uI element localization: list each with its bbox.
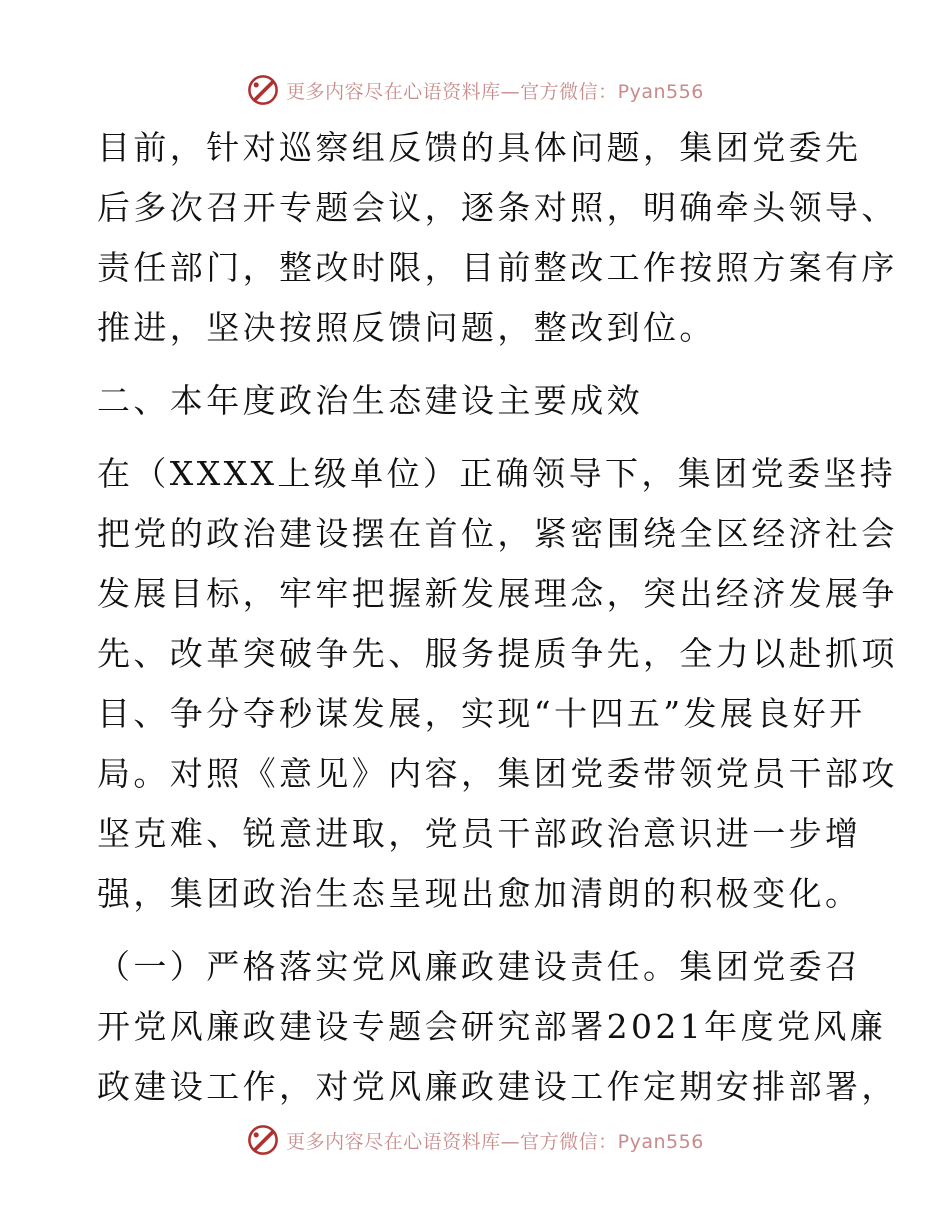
text-line: 先、改革突破争先、服务提质争先，全力以赴抓项 (97, 634, 898, 673)
text-line: 后多次召开专题会议，逐条对照，明确牵头领导、 (97, 188, 898, 227)
text-line: 责任部门，整改时限，目前整改工作按照方案有序 (97, 248, 898, 287)
text-line: 发展目标，牢牢把握新发展理念，突出经济发展争 (97, 574, 898, 613)
pen-circle-logo-icon (246, 1123, 280, 1157)
text-line: 强，集团政治生态呈现出愈加清朗的积极变化。 (97, 874, 862, 913)
paragraph-achievements (97, 444, 898, 924)
text-line: 开党风廉政建设专题会研究部署2021年度党风廉 (97, 1007, 887, 1046)
text-line: 把党的政治建设摆在首位，紧密围绕全区经济社会 (97, 514, 898, 553)
footer-watermark (0, 1120, 950, 1160)
text-line: 政建设工作，对党风廉政建设工作定期安排部署， (97, 1067, 898, 1106)
heading-line: 二、本年度政治生态建设主要成效 (97, 381, 643, 420)
watermark-text: 更多内容尽在心语资料库—官方微信：Pyan556 (286, 80, 704, 103)
text-line: 目、争分夺秒谋发展，实现“十四五”发展良好开 (97, 694, 866, 733)
section-heading (97, 371, 857, 431)
text-line: （一）严格落实党风廉政建设责任。集团党委召 (97, 947, 862, 986)
text-line: 局。对照《意见》内容，集团党委带领党员干部攻 (97, 754, 898, 793)
header-watermark (0, 70, 950, 110)
text-line: 在（XXXX上级单位）正确领导下，集团党委坚持 (97, 454, 897, 493)
pen-circle-logo-icon (246, 73, 280, 107)
text-line: 推进，坚决按照反馈问题，整改到位。 (97, 308, 716, 347)
watermark-text: 更多内容尽在心语资料库—官方微信：Pyan556 (286, 1130, 704, 1153)
document-body (97, 118, 898, 1117)
paragraph-rectification (97, 118, 898, 358)
paragraph-responsibility (97, 937, 898, 1117)
text-line: 坚克难、锐意进取，党员干部政治意识进一步增 (97, 814, 862, 853)
text-line: 目前，针对巡察组反馈的具体问题，集团党委先 (97, 128, 862, 167)
